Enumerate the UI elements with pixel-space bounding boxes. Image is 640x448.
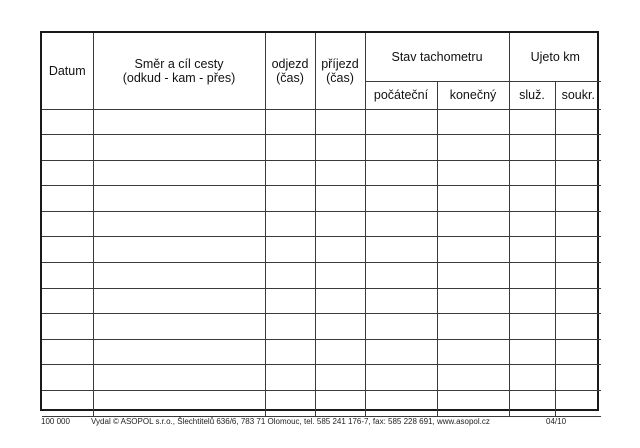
log-cell[interactable] [265,135,315,161]
header-soukr: soukr. [555,81,601,109]
log-cell[interactable] [265,339,315,365]
log-cell[interactable] [42,109,93,135]
log-cell[interactable] [42,339,93,365]
log-cell[interactable] [437,186,509,212]
log-cell[interactable] [365,109,437,135]
log-cell[interactable] [365,186,437,212]
log-cell[interactable] [42,211,93,237]
travel-log-form [40,31,599,411]
travel-log-table [42,33,601,417]
log-cell[interactable] [437,109,509,135]
log-row [42,314,601,340]
log-cell[interactable] [555,263,601,289]
header-pocatecni: počáteční [365,81,437,109]
log-cell[interactable] [437,160,509,186]
log-cell[interactable] [93,391,265,417]
log-cell[interactable] [437,135,509,161]
header-odjezd: odjezd (čas) [265,33,315,109]
log-cell[interactable] [555,365,601,391]
publisher-info: Vydal © ASOPOL s.r.o., Šlechtitelů 636/6, 783 71 Olomouc, tel. 585 241 176-7, fax: 585 228 691, www.asopol.cz [91,417,490,426]
log-cell[interactable] [42,237,93,263]
log-row [42,109,601,135]
log-cell[interactable] [265,365,315,391]
log-cell[interactable] [555,211,601,237]
log-cell[interactable] [265,186,315,212]
log-cell[interactable] [42,263,93,289]
log-cell[interactable] [315,109,365,135]
log-cell[interactable] [555,160,601,186]
log-cell[interactable] [93,339,265,365]
log-cell[interactable] [509,314,555,340]
log-cell[interactable] [365,365,437,391]
header-prijezd: příjezd (čas) [315,33,365,109]
log-cell[interactable] [42,365,93,391]
log-cell[interactable] [265,109,315,135]
log-cell[interactable] [265,211,315,237]
header-smer: Směr a cíl cesty (odkud - kam - přes) [93,33,265,109]
log-cell[interactable] [93,237,265,263]
log-cell[interactable] [93,186,265,212]
log-cell[interactable] [365,237,437,263]
log-cell[interactable] [555,237,601,263]
log-cell[interactable] [93,314,265,340]
log-cell[interactable] [315,135,365,161]
header-ujeto: Ujeto km [509,33,601,81]
log-row [42,211,601,237]
log-cell[interactable] [315,391,365,417]
log-cell[interactable] [509,339,555,365]
log-cell[interactable] [437,237,509,263]
log-cell[interactable] [555,391,601,417]
log-cell[interactable] [315,339,365,365]
log-cell[interactable] [93,160,265,186]
log-cell[interactable] [437,339,509,365]
log-cell[interactable] [42,391,93,417]
log-cell[interactable] [509,263,555,289]
log-cell[interactable] [437,365,509,391]
log-cell[interactable] [509,186,555,212]
log-row [42,160,601,186]
log-cell[interactable] [315,263,365,289]
log-cell[interactable] [315,160,365,186]
log-cell[interactable] [437,391,509,417]
log-cell[interactable] [555,186,601,212]
log-cell[interactable] [42,186,93,212]
log-cell[interactable] [509,237,555,263]
log-cell[interactable] [265,391,315,417]
log-cell[interactable] [315,211,365,237]
log-row [42,237,601,263]
log-cell[interactable] [315,186,365,212]
log-cell[interactable] [93,365,265,391]
log-cell[interactable] [555,135,601,161]
log-cell[interactable] [93,263,265,289]
log-cell[interactable] [437,211,509,237]
log-cell[interactable] [42,160,93,186]
log-row [42,186,601,212]
log-cell[interactable] [42,288,93,314]
header-konecny: konečný [437,81,509,109]
log-cell[interactable] [265,237,315,263]
log-row [42,135,601,161]
form-date: 04/10 [546,417,567,426]
log-cell[interactable] [365,211,437,237]
log-cell[interactable] [509,211,555,237]
log-cell[interactable] [365,288,437,314]
log-row [42,288,601,314]
log-cell[interactable] [315,314,365,340]
log-cell[interactable] [265,263,315,289]
log-cell[interactable] [42,135,93,161]
header-datum: Datum [42,33,93,109]
log-row [42,391,601,417]
log-cell[interactable] [437,263,509,289]
log-row [42,263,601,289]
log-cell[interactable] [315,237,365,263]
log-cell[interactable] [265,314,315,340]
header-row [42,33,601,81]
log-cell[interactable] [555,288,601,314]
form-code: 100 000 [41,417,70,426]
log-cell[interactable] [365,314,437,340]
log-cell[interactable] [509,391,555,417]
log-cell[interactable] [42,314,93,340]
log-cell[interactable] [555,314,601,340]
log-cell[interactable] [315,365,365,391]
log-cell[interactable] [365,160,437,186]
log-cell[interactable] [509,109,555,135]
log-cell[interactable] [93,109,265,135]
log-cell[interactable] [509,288,555,314]
log-cell[interactable] [555,339,601,365]
log-row [42,365,601,391]
header-sluz: služ. [509,81,555,109]
log-cell[interactable] [365,135,437,161]
log-cell[interactable] [509,160,555,186]
log-body [42,109,601,416]
header-tachometr: Stav tachometru [365,33,509,81]
log-cell[interactable] [365,263,437,289]
log-cell[interactable] [437,288,509,314]
log-cell[interactable] [509,135,555,161]
log-cell[interactable] [509,365,555,391]
log-cell[interactable] [93,288,265,314]
log-cell[interactable] [365,391,437,417]
log-cell[interactable] [555,109,601,135]
log-row [42,339,601,365]
log-cell[interactable] [315,288,365,314]
log-cell[interactable] [265,288,315,314]
log-cell[interactable] [437,314,509,340]
log-cell[interactable] [365,339,437,365]
log-cell[interactable] [93,135,265,161]
log-cell[interactable] [93,211,265,237]
log-cell[interactable] [265,160,315,186]
